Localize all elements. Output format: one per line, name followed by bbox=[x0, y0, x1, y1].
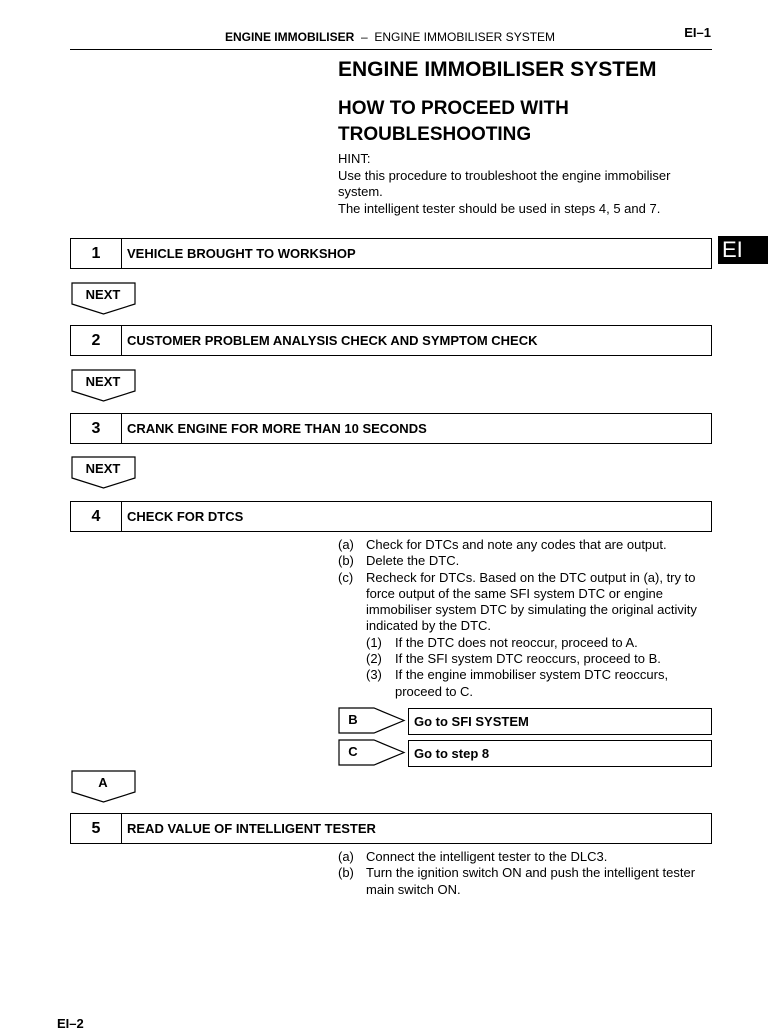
step-box-2 bbox=[70, 325, 712, 356]
side-tab: EI bbox=[718, 236, 768, 264]
branch-target: Go to SFI SYSTEM bbox=[408, 708, 712, 735]
page-title: ENGINE IMMOBILISER SYSTEM bbox=[338, 58, 657, 81]
item-marker: (1) bbox=[366, 634, 382, 650]
step-number: 3 bbox=[71, 414, 122, 443]
running-header bbox=[70, 30, 710, 44]
hint-label: HINT: bbox=[338, 151, 371, 166]
footer-page-number: EI–2 bbox=[57, 1016, 84, 1031]
step-box-5 bbox=[70, 813, 712, 844]
item-text: If the SFI system DTC reoccurs, proceed to B. bbox=[395, 651, 661, 667]
list-item bbox=[338, 667, 710, 700]
branch-b bbox=[338, 707, 712, 735]
item-marker: (a) bbox=[338, 537, 354, 552]
next-label: NEXT bbox=[85, 374, 121, 389]
item-text: Recheck for DTCs. Based on the DTC output in (a), try to force output of the same SFI system DTC or engine immobiliser system DTC by simulating the original activity indicated by the DTC. bbox=[366, 569, 697, 634]
item-marker: (b) bbox=[338, 553, 354, 569]
item-text: If the engine immobiliser system DTC reoccurs, proceed to C. bbox=[395, 667, 669, 699]
step-number: 2 bbox=[71, 326, 122, 355]
branch-a-label: A bbox=[98, 775, 108, 790]
hint-line-2: The intelligent tester should be used in steps 4, 5 and 7. bbox=[338, 200, 661, 216]
item-text: Check for DTCs and note any codes that are output. bbox=[366, 537, 667, 552]
next-label: NEXT bbox=[85, 287, 121, 302]
header-section-bold: ENGINE IMMOBILISER bbox=[224, 30, 355, 44]
step-box-4 bbox=[70, 501, 712, 532]
section-title: HOW TO PROCEED WITH TROUBLESHOOTING bbox=[338, 98, 569, 145]
list-item bbox=[338, 537, 710, 553]
item-text: Turn the ignition switch ON and push the intelligent tester main switch ON. bbox=[366, 865, 696, 897]
list-item bbox=[338, 651, 710, 667]
hint-block bbox=[338, 151, 708, 217]
item-marker: (2) bbox=[366, 651, 382, 667]
item-marker: (3) bbox=[366, 667, 382, 683]
item-marker: (c) bbox=[338, 569, 354, 585]
list-item bbox=[338, 553, 710, 569]
step-number: 1 bbox=[71, 239, 122, 268]
step-5-instructions bbox=[338, 849, 710, 898]
next-label: NEXT bbox=[85, 461, 121, 476]
header-rule bbox=[70, 49, 712, 50]
step-text: VEHICLE BROUGHT TO WORKSHOP bbox=[127, 246, 356, 261]
step-number: 5 bbox=[71, 814, 122, 843]
next-arrow-3 bbox=[71, 456, 137, 490]
step-box-3 bbox=[70, 413, 712, 444]
item-text: Delete the DTC. bbox=[366, 553, 460, 569]
list-item bbox=[338, 849, 710, 865]
item-marker: (b) bbox=[338, 865, 354, 881]
step-text: READ VALUE OF INTELLIGENT TESTER bbox=[127, 821, 376, 836]
next-arrow-1 bbox=[71, 282, 137, 316]
list-item bbox=[338, 865, 710, 898]
branch-label: C bbox=[348, 744, 358, 759]
branch-target: Go to step 8 bbox=[408, 740, 712, 767]
item-text: Connect the intelligent tester to the DLC3. bbox=[366, 849, 608, 864]
item-marker: (a) bbox=[338, 849, 354, 864]
step-text: CRANK ENGINE FOR MORE THAN 10 SECONDS bbox=[127, 421, 427, 436]
item-text: If the DTC does not reoccur, proceed to A. bbox=[395, 634, 638, 650]
list-item bbox=[338, 635, 710, 651]
header-separator: – bbox=[360, 30, 368, 44]
step-number: 4 bbox=[71, 502, 122, 531]
branch-c bbox=[338, 739, 712, 767]
step-text: CUSTOMER PROBLEM ANALYSIS CHECK AND SYMPTOM CHECK bbox=[127, 333, 538, 348]
step-4-instructions bbox=[338, 537, 710, 700]
branch-a-arrow bbox=[71, 770, 137, 804]
next-arrow-2 bbox=[71, 369, 137, 403]
branch-label: B bbox=[348, 712, 358, 727]
hint-line-1: Use this procedure to troubleshoot the engine immobiliser system. bbox=[338, 167, 671, 199]
page-number: EI–1 bbox=[684, 25, 711, 40]
header-section: ENGINE IMMOBILISER SYSTEM bbox=[374, 30, 556, 44]
step-text: CHECK FOR DTCS bbox=[127, 509, 244, 524]
step-box-1 bbox=[70, 238, 712, 269]
list-item bbox=[338, 570, 710, 635]
